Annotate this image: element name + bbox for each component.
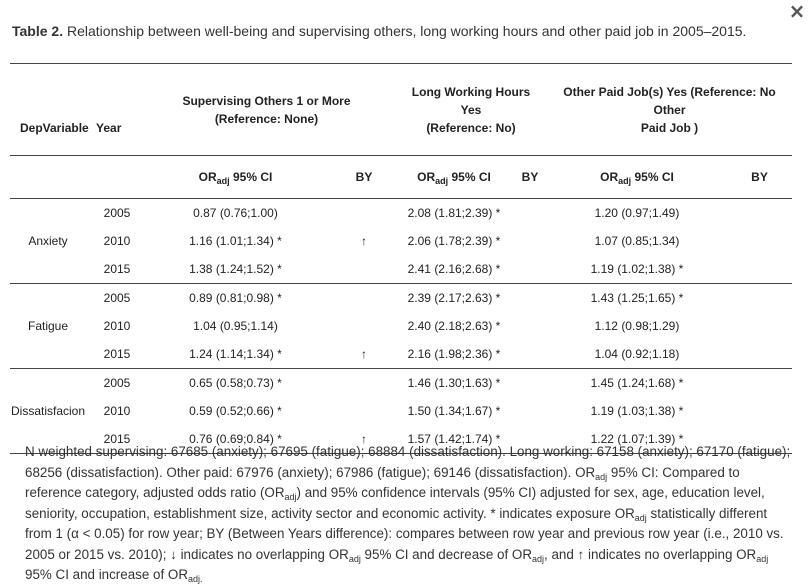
header-other-line2: Paid Job )	[640, 120, 699, 135]
other-paid-or-cell: 1.04 (0.92;1.18)	[594, 347, 680, 361]
caption-label: Table 2.	[12, 23, 64, 39]
supervising-by-cell	[333, 199, 395, 228]
supervising-by-cell: ↑	[361, 347, 367, 361]
supervising-or-cell: 0.76 (0.69;0.84) *	[138, 425, 333, 454]
long-working-by-cell	[513, 312, 547, 340]
year-cell: 2015	[103, 347, 131, 361]
table-caption	[12, 21, 782, 41]
long-working-or-cell: 2.41 (2.16;2.68) *	[407, 262, 501, 276]
subheader-or-ci: $OR_{adj}$ 95% CI	[600, 170, 674, 186]
year-cell: 2010	[103, 319, 131, 333]
long-working-or-cell: 2.06 (1.78;2.39) *	[407, 234, 501, 248]
supervising-or-cell: 1.24 (1.14;1.34) *	[189, 347, 282, 361]
other-paid-or-cell: 1.20 (0.97;1.49)	[594, 206, 680, 220]
long-working-or-cell: 2.08 (1.81;2.39) *	[407, 206, 501, 220]
other-paid-or-cell: 1.43 (1.25;1.65) *	[590, 291, 684, 305]
year-cell: 2005	[103, 376, 131, 390]
other-paid-by-cell	[727, 312, 792, 340]
table-row	[10, 284, 792, 313]
other-paid-by-cell	[727, 340, 792, 369]
header-long-line3: (Reference: No)	[426, 120, 516, 135]
supervising-or-cell: 0.59 (0.52;0.66) *	[189, 404, 282, 418]
header-other-paid	[547, 64, 792, 156]
year-cell: 2005	[103, 291, 131, 305]
header-supervising	[138, 64, 395, 156]
other-paid-or-cell: 1.12 (0.98;1.29)	[594, 319, 680, 333]
close-icon[interactable]: ×	[788, 0, 806, 23]
other-paid-or-cell: 1.45 (1.24;1.68) *	[590, 376, 684, 390]
table-row	[10, 397, 792, 425]
header-supervising-line2: (Reference: None)	[214, 111, 319, 126]
table-row	[10, 340, 792, 369]
table-row	[10, 199, 792, 228]
supervising-or-cell: 0.87 (0.76;1.00)	[193, 206, 278, 220]
results-table	[10, 63, 792, 454]
dep-variable-cell	[10, 369, 96, 398]
table-row	[10, 255, 792, 284]
dep-variable-cell: Dissatisfacion	[10, 404, 86, 418]
supervising-by-cell: ↑	[333, 425, 395, 454]
dep-variable-cell	[10, 255, 96, 284]
other-paid-or-cell: 1.22 (1.07;1.39) *	[547, 425, 727, 454]
other-paid-by-cell	[727, 369, 792, 398]
header-long-line2: Yes	[460, 102, 482, 117]
long-working-by-cell	[513, 199, 547, 228]
long-working-by-cell	[513, 397, 547, 425]
subheader-or-ci: $OR_{adj}$ 95% CI	[198, 170, 273, 186]
year-cell: 2015	[96, 425, 138, 454]
long-working-by-cell	[513, 369, 547, 398]
supervising-or-cell: 1.16 (1.01;1.34) *	[189, 234, 282, 248]
header-other-line1: Other Paid Job(s) Yes (Reference: No Other	[563, 84, 776, 117]
supervising-or-cell: 1.38 (1.24;1.52) *	[189, 262, 282, 276]
dep-variable-cell	[10, 199, 96, 228]
long-working-by-cell	[513, 255, 547, 284]
supervising-or-cell: 0.65 (0.58;0.73) *	[189, 376, 282, 390]
year-cell: 2010	[103, 234, 131, 248]
dep-variable-cell: Anxiety	[28, 234, 68, 248]
other-paid-by-cell	[727, 397, 792, 425]
supervising-by-cell: ↑	[361, 234, 367, 248]
subheader-by: BY	[751, 170, 768, 184]
year-cell: 2010	[103, 404, 131, 418]
supervising-by-cell	[333, 255, 395, 284]
table-row	[10, 369, 792, 398]
header-supervising-line1: Supervising Others 1 or More	[182, 93, 351, 108]
other-paid-by-cell	[727, 199, 792, 228]
subheader-or-ci: $OR_{adj}$ 95% CI	[417, 170, 491, 186]
subheader-by: BY	[521, 170, 539, 184]
dep-variable-cell: Fatigue	[27, 319, 69, 333]
other-paid-by-cell	[727, 255, 792, 284]
other-paid-or-cell: 1.07 (0.85;1.34)	[594, 234, 680, 248]
other-paid-or-cell: 1.19 (1.02;1.38) *	[590, 262, 684, 276]
header-year: Year	[96, 121, 122, 135]
table-body	[10, 199, 792, 454]
table-row	[10, 227, 792, 255]
supervising-by-cell	[333, 397, 395, 425]
year-cell: 2005	[103, 206, 131, 220]
table-footnote: N weighted supervising: 67685 (anxiety); 67695 (fatigue); 68884 (dissatisfaction). Long working: 67158 (anxiety); 67170 (fatigue); 68256 (dissatisfaction). Other paid: 67976 (anxiety); 67986 (fatigue); 69146 (dissatisfaction). $OR_{adj}$ 95% CI: Compared to reference category, adjusted odds ratio $(OR_{adj})$ and 95% confidence intervals (95% CI) adjusted for sex, age, education level, seniority, occupation, establishment size, activity sector and economic activity. * indicates exposure $OR_{adj}$ statistically different from 1 (α < 0.05) for row year; BY (Between Years difference): compares between row year and previous row year (i.e., 2010 vs. 2005 or 2015 vs. 2010); ↓ indicates no overlapping $OR_{adj}$ 95% CI and decrease of $OR_{adj}$, and ↑ indicates no overlapping $OR_{adj}$ 95% CI and increase of $OR_{adj.}$	[25, 444, 791, 584]
long-working-by-cell	[513, 227, 547, 255]
other-paid-by-cell	[727, 227, 792, 255]
long-working-or-cell: 2.39 (2.17;2.63) *	[407, 291, 501, 305]
header-depvariable: DepVariable	[20, 121, 89, 135]
table-row	[10, 312, 792, 340]
dep-variable-cell	[10, 340, 96, 369]
long-working-or-cell: 2.16 (1.98;2.36) *	[407, 347, 501, 361]
dep-variable-cell	[10, 284, 96, 313]
supervising-or-cell: 1.04 (0.95;1.14)	[193, 319, 278, 333]
long-working-or-cell: 2.40 (2.18;2.63) *	[407, 319, 501, 333]
caption-text: Relationship between well-being and supervising others, long working hours and other paid job in 2005–2015.	[63, 23, 747, 39]
supervising-or-cell: 0.89 (0.81;0.98) *	[189, 291, 282, 305]
header-long-line1: Long Working Hours	[411, 84, 531, 99]
year-cell: 2015	[103, 262, 131, 276]
long-working-or-cell: 1.57 (1.42;1.74) *	[395, 425, 513, 454]
header-long-working	[395, 64, 547, 156]
supervising-by-cell	[333, 312, 395, 340]
supervising-by-cell	[333, 284, 395, 313]
other-paid-by-cell	[727, 284, 792, 313]
other-paid-or-cell: 1.19 (1.03;1.38) *	[590, 404, 684, 418]
supervising-by-cell	[333, 369, 395, 398]
long-working-or-cell: 1.50 (1.34;1.67) *	[407, 404, 501, 418]
long-working-or-cell: 1.46 (1.30;1.63) *	[407, 376, 501, 390]
subheader-by: BY	[355, 170, 373, 184]
long-working-by-cell	[513, 284, 547, 313]
long-working-by-cell	[513, 340, 547, 369]
